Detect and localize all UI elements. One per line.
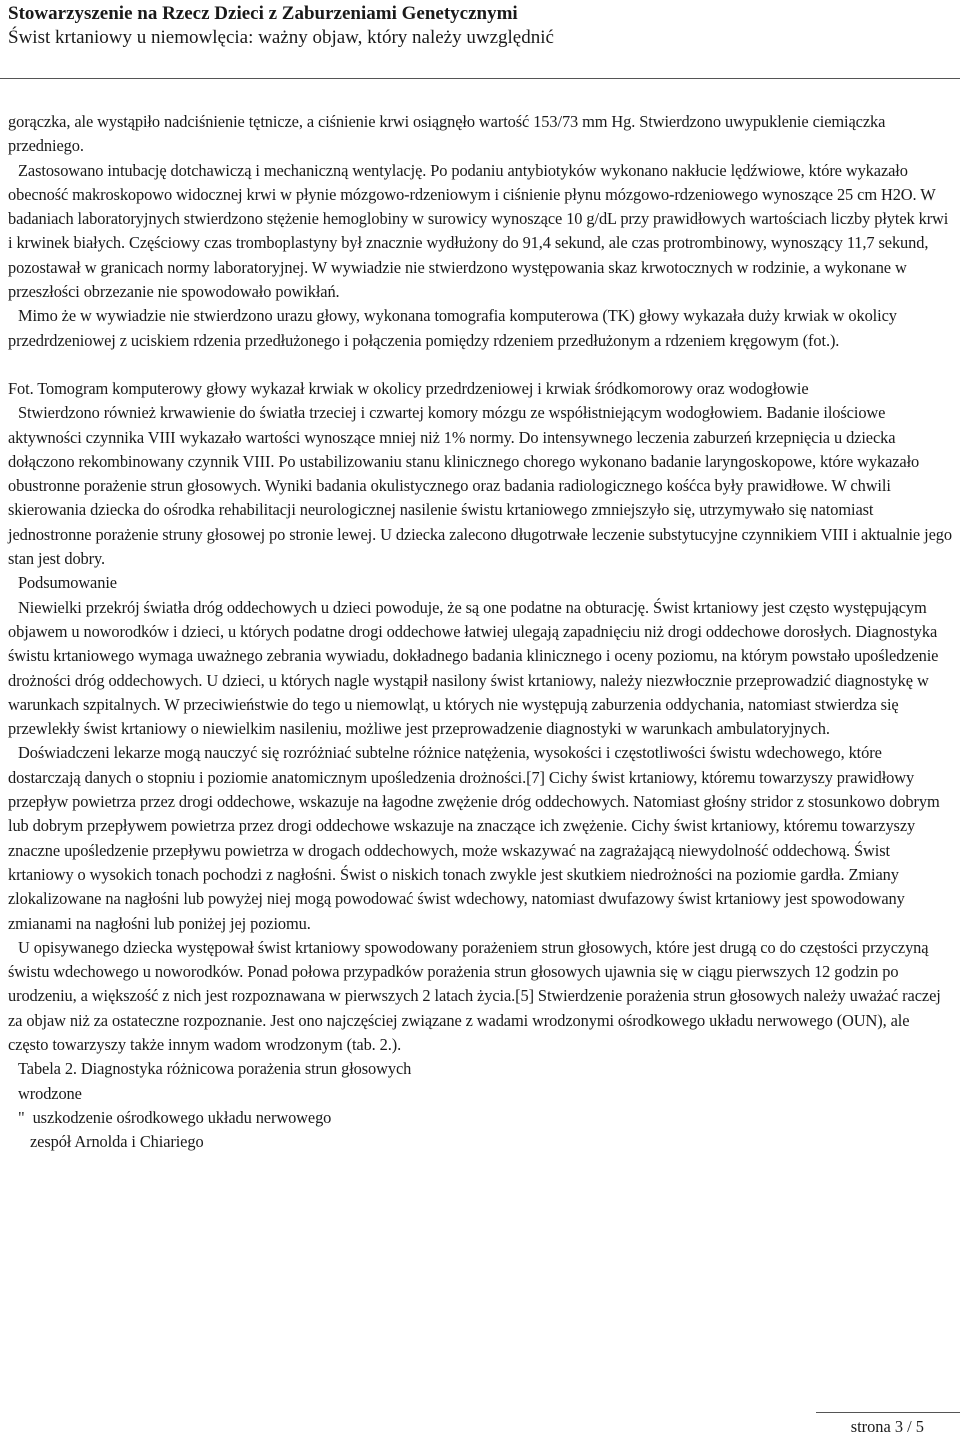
spacer — [8, 353, 952, 377]
photo-caption: Fot. Tomogram komputerowy głowy wykazał krwiak w okolicy przedrdzeniowej i krwiak śródkomorowy oraz wodogłowie — [8, 378, 809, 398]
paragraph: Stwierdzono również krwawienie do światła trzeciej i czwartej komory mózgu ze współistniejącym wodogłowiem. Badanie ilościowe aktywności czynnika VIII wykazało wartości wynoszące mniej niż 1% normy. Do intensywnego leczenia zaburzeń krzepnięcia u dziecka dołączono rekombinowany czynnik VIII. Po ustabilizowaniu stanu klinicznego chorego wykonano badanie laryngoskopowe, które wykazało obustronne porażenie strun głosowych. Wyniki badania okulistycznego oraz badania radiologicznego kośćca były prawidłowe. W chwili skierowania dziecka do ośrodka rehabilitacji neurologicznej nasilenie świstu krtaniowego zmniejszyło się, utrzymywało się natomiast jednostronne porażenie struny głosowej po stronie lewej. U dziecka zalecono długotrwałe leczenie substytucyjne czynnikiem VIII i aktualnie jego stan jest dobry. — [8, 403, 952, 569]
article-title: Świst krtaniowy u niemowlęcia: ważny objaw, który należy uwzględnić — [8, 27, 554, 48]
table-2 — [8, 1057, 952, 1154]
paragraph: Doświadczeni lekarze mogą nauczyć się rozróżniać subtelne różnice natężenia, wysokości i częstotliwości świstu wdechowego, które dostarczają danych o stopniu i poziomie anatomicznym upośledzenia drożności.[7] Cichy świst krtaniowy, któremu towarzyszy prawidłowy przepływ powietrza przez drogi oddechowe, wskazuje na łagodne zwężenie dróg oddechowych. Natomiast głośny stridor z stosunkowo dobrym lub dobrym przepływem powietrza przez drogi oddechowe wskazuje na znaczące ich zwężenie. Cichy świst krtaniowy, któremu towarzyszy znaczne upośledzenie przepływu powietrza w drogach oddechowych, może wskazywać na zagrażającą niewydolność oddechową. Świst krtaniowy o wysokich tonach pochodzi z nagłośni. Świst o niskich tonach zwykle jest skutkiem niedrożności na poziomie gardła. Zmiany zlokalizowane na nagłośni lub powyżej niej mogą powodować świst wdechowy, natomiast dwufazowy świst krtaniowy jest spowodowany zmianami na nagłośni lub poniżej jej poziomu. — [8, 743, 940, 933]
page-number: strona 3 / 5 — [850, 1417, 924, 1436]
paragraph: Mimo że w wywiadzie nie stwierdzono urazu głowy, wykonana tomografia komputerowa (TK) głowy wykazała duży krwiak w okolicy przedrdzeniowej z uciskiem rdzenia przedłużonego i połączenia pomiędzy rdzeniem przedłużonym a rdzeniem kręgowym (fot.). — [8, 306, 897, 350]
document-header — [8, 0, 952, 50]
table-line: " uszkodzenie ośrodkowego układu nerwowego — [18, 1107, 332, 1127]
organization-title: Stowarzyszenie na Rzecz Dzieci z Zaburzeniami Genetycznymi — [8, 3, 518, 24]
footer-divider — [816, 1412, 960, 1413]
paragraph: Niewielki przekrój światła dróg oddechowych u dzieci powoduje, że są one podatne na obturację. Świst krtaniowy jest często występującym objawem u noworodków i dzieci, u których podatne drogi oddechowe łatwiej ulegają zapadnięciu niż drogi oddechowe dorosłych. Diagnostyka świstu krtaniowego wymaga uważnego zebrania wywiadu, dokładnego badania klinicznego i oceny poziomu, na którym powstało upośledzenie drożności dróg oddechowych. U dzieci, u których nagle wystąpił nasilony świst krtaniowy, należy niezwłocznie przeprowadzić diagnostykę w warunkach szpitalnych. W przeciwieństwie do tego u niemowląt, u których nie występują zaburzenia oddychania, natomiast stwierdza się przewlekły świst krtaniowy o niewielkim nasileniu, możliwe jest przeprowadzenie diagnostyki w warunkach ambulatoryjnych. — [8, 597, 939, 739]
table-line: zespół Arnolda i Chiariego — [18, 1132, 204, 1152]
section-heading: Podsumowanie — [18, 573, 117, 593]
paragraph: Zastosowano intubację dotchawiczą i mechaniczną wentylację. Po podaniu antybiotyków wykonano nakłucie lędźwiowe, które wykazało obecność makroskopowo widocznej krwi w płynie mózgowo-rdzeniowym i ciśnienie płynu mózgowo-rdzeniowego wynoszące 25 cm H2O. W badaniach laboratoryjnych stwierdzono stężenie hemoglobiny w surowicy wynoszące 10 g/dL przy prawidłowych wartościach liczby płytek krwi i krwinek białych. Częściowy czas tromboplastyny był znacznie wydłużony do 91,4 sekund, ale czas protrombinowy, wynoszący 11,7 sekund, pozostawał w granicach normy laboratoryjnej. W wywiadzie nie stwierdzono występowania skaz krwotocznych w rodzinie, a wykonane w przeszłości obrzezanie nie spowodowało powikłań. — [8, 160, 949, 302]
paragraph: U opisywanego dziecka występował świst krtaniowy spowodowany porażeniem strun głosowych, które jest drugą co do częstości przyczyną świstu wdechowego u noworodków. Ponad połowa przypadków porażenia strun głosowych ujawnia się w ciągu pierwszych 12 godzin po urodzeniu, a większość z nich jest rozpoznawana w pierwszych 2 latach życia.[5] Stwierdzenie porażenia strun głosowych należy uważać raczej za objaw niż za ostateczne rozpoznanie. Jest ono najczęściej związane z wadami wrodzonymi ośrodkowego układu nerwowego (OUN), ale często towarzyszy także innym wadom wrodzonym (tab. 2.). — [8, 937, 941, 1054]
article-body — [8, 110, 952, 1154]
paragraph: gorączka, ale wystąpiło nadciśnienie tętnicze, a ciśnienie krwi osiągnęło wartość 153/73 mm Hg. Stwierdzono uwypuklenie ciemiączka przedniego. — [8, 112, 886, 156]
header-divider — [0, 78, 960, 79]
table-line: wrodzone — [18, 1083, 82, 1103]
table-caption: Tabela 2. Diagnostyka różnicowa porażenia strun głosowych — [18, 1059, 412, 1079]
